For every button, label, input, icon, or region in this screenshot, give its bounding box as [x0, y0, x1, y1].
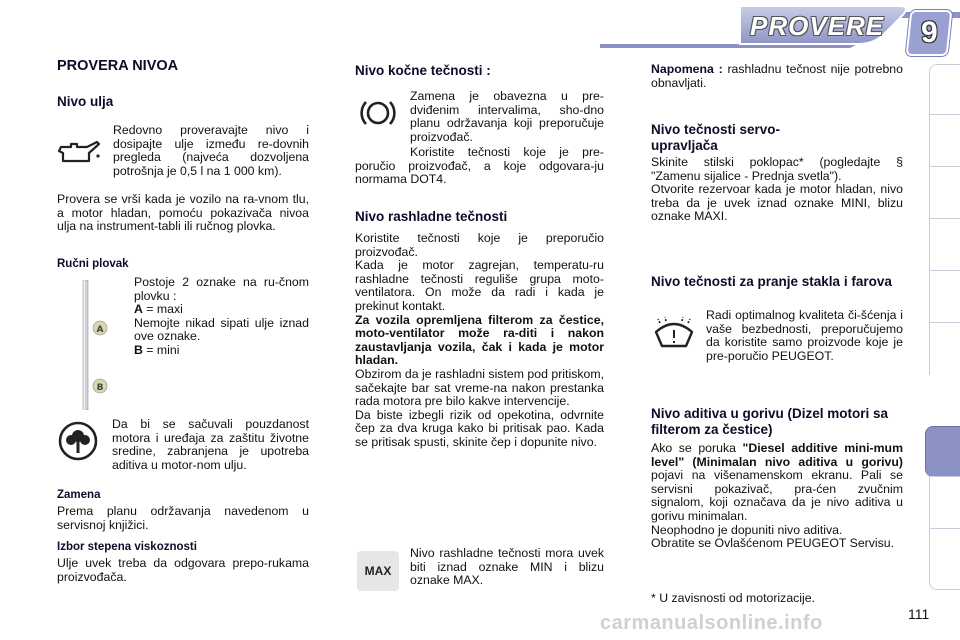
note-label: Napomena :: [651, 62, 723, 76]
environment-text: Da bi se sačuvali pouzdanost motora i uređaja za zaštitu životne sredine, zabranjena je upotreba aditiva u motor-nom ulju.: [112, 417, 309, 472]
a-value: = maxi: [142, 302, 183, 317]
chapter-badge: [906, 10, 953, 56]
note-body: rashladnu tečnost nije potrebno obnavljati.: [651, 62, 903, 90]
coolant-text-1: Koristite tečnosti koje je preporučio proizvođač.: [355, 231, 604, 259]
label-b: B: [134, 342, 143, 357]
page-number: 111: [908, 606, 930, 622]
environment-tree-icon: [57, 420, 99, 462]
side-tab-active[interactable]: [925, 426, 960, 477]
header-title: PROVERE: [750, 11, 885, 41]
change-heading: Zamena: [57, 489, 101, 501]
oil-level-heading: Nivo ulja: [57, 94, 114, 109]
steering-text-1: Skinite stilski poklopac* (pogledajte § "Zamenu sijalice - Prednja svetla").: [651, 155, 903, 183]
side-tabs: [928, 64, 960, 594]
oil-can-icon: [57, 136, 101, 168]
side-tab[interactable]: [929, 476, 960, 529]
b-value: = mini: [142, 342, 180, 357]
additive-text-3: Obratite se Ovlašćenom PEUGEOT Servisu.: [651, 536, 895, 551]
coolant-text-3: Obzirom da je rashladni sistem pod pritiskom, sačekajte bar sat vreme-na nakon prestanka rada motora pre bilo kakve intervencije.: [355, 366, 604, 409]
viscosity-heading: Izbor stepena viskoznosti: [57, 541, 197, 553]
additive-heading: Nivo aditiva u gorivu (Dizel motori sa filterom za čestice): [651, 406, 889, 437]
side-tab[interactable]: [929, 528, 960, 590]
dipstick-text: Postoje 2 oznake na ru-čnom plovku :: [134, 275, 309, 303]
steering-text-2: Otvorite rezervoar kada je motor hladan, nivo treba da je uvek iznad oznake MINI, blizu oznake MAXI.: [651, 182, 903, 224]
oil-intro-text: Redovno proveravajte nivo i dosipajte ulje između re-dovnih pregleda (najveća dozvoljena potrošnja je 0,5 l na 1 000 km).: [113, 123, 309, 178]
brake-text-1: Zamena je obavezna u pre-dviđenim intervalima, sho-dno planu održavanja koji preporučuje proizvođač.: [410, 89, 604, 144]
watermark: carmanualsonline.info: [600, 612, 823, 634]
dipstick-heading: Ručni plovak: [57, 258, 129, 270]
change-text: Prema planu održavanja navedenom u servisnoj knjižici.: [57, 504, 309, 532]
brake-fluid-heading: Nivo kočne tečnosti :: [355, 63, 491, 78]
coolant-text-4: Da biste izbegli rizik od opekotina, odvrnite čep za dva kruga kako bi pritisak pao. Kada se pritisak spusti, skinite čep i dopunite nivo.: [355, 407, 604, 449]
note-text: [651, 63, 903, 90]
additive-rest: pojavi na višenamenskom ekranu. Pali se servisni pokazivač, pra-ćen zvučnim signalom, koji označava da je nivo aditiva u gorivu minimalan.: [651, 468, 903, 523]
dipstick-notes: [134, 276, 309, 358]
additive-text-1: [651, 442, 903, 524]
additive-text-2: Neophodno je dopuniti nivo aditiva.: [651, 522, 843, 537]
brake-warning-icon: [357, 92, 399, 134]
oil-check-text: Provera se vrši kada je vozilo na ra-vnom tlu, a motor hladan, pomoću pokazivača nivoa ulja na instrument-tabli ili ručnog plovka.: [57, 192, 309, 234]
page-heading: PROVERA NIVOA: [57, 58, 179, 74]
max-label-icon: [357, 551, 399, 591]
additive-intro: Ako se poruka: [651, 441, 743, 455]
label-a: A: [134, 302, 143, 317]
steering-fluid-heading: Nivo tečnosti servo-upravljača: [651, 122, 781, 153]
washer-fluid-icon: [651, 312, 697, 356]
column-1: [57, 58, 309, 110]
dipstick-b-row: [134, 344, 309, 358]
side-tab[interactable]: [929, 166, 960, 219]
additive-message: "Diesel additive mini-mum level" (Minimalan nivo aditiva u gorivu): [651, 441, 903, 469]
additive-body: [651, 442, 903, 551]
viscosity-text: Ulje uvek treba da odgovara prepo-rukama proizvođača.: [57, 556, 309, 584]
coolant-heading: Nivo rashladne tečnosti: [355, 209, 508, 224]
side-tab[interactable]: [929, 322, 960, 375]
chapter-number: 9: [920, 16, 938, 49]
svg-text:A: A: [96, 325, 104, 335]
dipstick-a-row: [134, 303, 309, 317]
max-text: Nivo rashladne tečnosti mora uvek biti iznad oznake MIN i blizu oznake MAX.: [410, 546, 604, 588]
steering-body: [651, 156, 903, 224]
washer-text: Radi optimalnog kvaliteta či-šćenja i vaše bezbednosti, preporučujemo da koristite samo proizvode koje je pre-poručio PEUGEOT.: [706, 308, 903, 363]
brake-text-2: Koristite tečnosti koje je pre-poručio proizvođač, a koje odgovara-ju normama DOT4.: [355, 145, 604, 187]
side-tab[interactable]: [929, 64, 960, 115]
header-bar: [600, 0, 960, 60]
svg-text:B: B: [96, 383, 104, 393]
side-tab[interactable]: [929, 114, 960, 167]
dipstick-warning: Nemojte nikad sipati ulje iznad ove oznake.: [134, 315, 309, 344]
washer-fluid-heading: Nivo tečnosti za pranje stakla i farova: [651, 274, 892, 289]
side-tab[interactable]: [929, 270, 960, 323]
coolant-text-2: Kada je motor zagrejan, temperatu-ru rashladne tečnosti reguliše grupa moto-ventilatora. On može da radi i kada je prekinut kontakt.: [355, 258, 604, 313]
footnote: * U zavisnosti od motorizacije.: [651, 591, 816, 605]
side-tab[interactable]: [929, 218, 960, 271]
coolant-body: [355, 232, 604, 450]
dipstick-image: [80, 280, 110, 410]
max-label: MAX: [364, 564, 392, 578]
coolant-bold-text: Za vozila opremljena filterom za čestice, moto-ventilator može ra-diti i nakon zaustavljanja vozila, čak i kada je motor hladan.: [355, 312, 604, 368]
